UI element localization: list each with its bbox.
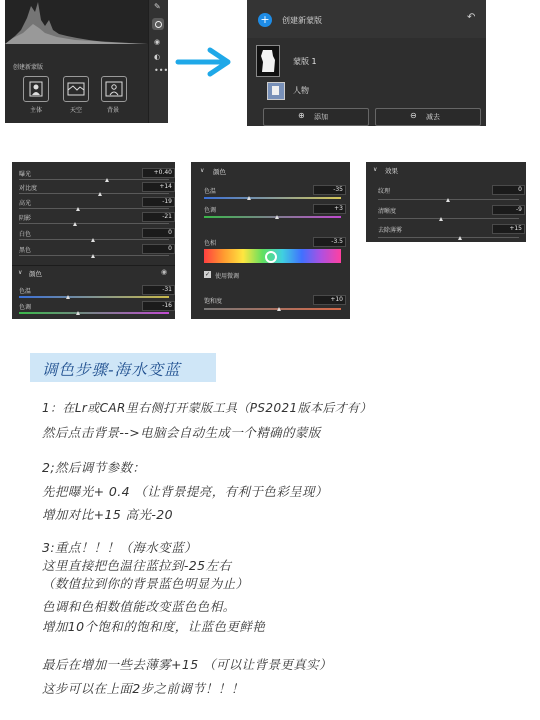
saturation-value[interactable]: +10 (313, 295, 346, 305)
whites-thumb[interactable] (91, 238, 95, 242)
step4-line2: 这步可以在上面2步之前调节！！！ (42, 681, 244, 696)
brush-icon[interactable]: ✎ (154, 2, 161, 11)
contrast-thumb[interactable] (98, 192, 102, 196)
contrast-track[interactable] (19, 193, 169, 194)
tint-track[interactable] (204, 216, 341, 218)
basic-adjust-panel (12, 162, 175, 319)
step3-line2: 这里直接把色温往蓝拉到-25左右 (42, 558, 232, 573)
subject-label: 主体 (30, 107, 43, 114)
temp-thumb[interactable] (66, 295, 70, 299)
texture-value[interactable]: 0 (492, 185, 525, 195)
tint-track[interactable] (19, 312, 169, 314)
add-button[interactable] (263, 108, 369, 126)
top-left-panel (5, 0, 167, 123)
tint-thumb[interactable] (275, 215, 279, 219)
mask-thumbnail[interactable] (256, 45, 280, 77)
undo-icon[interactable]: ↶ (467, 12, 476, 23)
eye-icon[interactable]: ◉ (154, 38, 161, 46)
sky-mask-button[interactable] (63, 76, 89, 102)
blacks-value[interactable]: 0 (142, 244, 175, 254)
saturation-thumb[interactable] (277, 307, 281, 311)
contrast-label: 对比度 (19, 185, 38, 192)
create-mask-label: 创建新蒙版 (282, 16, 322, 25)
panel-divider (12, 265, 175, 266)
exposure-thumb[interactable] (105, 178, 109, 182)
blacks-thumb[interactable] (91, 254, 95, 258)
clarity-thumb[interactable] (439, 217, 443, 221)
tint-value[interactable]: -16 (142, 301, 175, 311)
step3-line4: 色调和色相数值能改变蓝色色相。 (42, 599, 236, 614)
sky-icon (64, 77, 88, 101)
effects-section-title: 效果 (385, 167, 398, 175)
tool-strip (148, 0, 168, 123)
layer-name[interactable]: 人物 (293, 86, 309, 95)
saturation-track[interactable] (204, 308, 341, 310)
dehaze-thumb[interactable] (458, 236, 462, 240)
subtract-label: 减去 (426, 113, 440, 121)
add-icon: ⊕ (298, 111, 305, 120)
step3-line5: 增加10个饱和的饱和度，让蓝色更鲜艳 (42, 619, 266, 634)
texture-label: 纹理 (378, 188, 391, 195)
contrast-value[interactable]: +14 (142, 182, 175, 192)
clarity-track[interactable] (378, 218, 519, 219)
histogram (5, 0, 148, 44)
background-mask-button[interactable] (101, 76, 127, 102)
more-icon[interactable]: ••• (154, 66, 169, 75)
add-mask-button[interactable]: + (258, 13, 272, 27)
temp-thumb[interactable] (247, 196, 251, 200)
highlights-label: 高光 (19, 200, 32, 207)
page-title: 调色步骤-海水变蓝 (42, 361, 181, 379)
whites-label: 白色 (19, 231, 32, 238)
shadows-value[interactable]: -21 (142, 212, 175, 222)
subtract-icon: ⊖ (410, 111, 417, 120)
sky-label: 天空 (70, 107, 83, 114)
texture-thumb[interactable] (446, 198, 450, 202)
temp-label: 色温 (19, 288, 32, 295)
chevron-down-icon[interactable]: ∨ (373, 166, 378, 173)
color-detail-panel (191, 162, 350, 319)
temp-track[interactable] (204, 197, 341, 199)
saturation-label: 饱和度 (204, 298, 223, 305)
effects-icon[interactable]: ◐ (154, 53, 161, 61)
color-section-label: 颜色 (29, 270, 42, 278)
tint-value[interactable]: +3 (313, 204, 346, 214)
background-label: 背景 (107, 107, 120, 114)
top-right-panel (247, 0, 486, 126)
chevron-down-icon[interactable]: ∨ (200, 167, 205, 174)
blacks-label: 黑色 (19, 247, 32, 254)
fine-adjust-label: 使用微调 (215, 273, 240, 280)
fine-adjust-checkbox[interactable]: ✓ (204, 271, 211, 278)
hue-label: 色相 (204, 240, 217, 247)
mask-section-label: 创建新蒙版 (13, 64, 44, 71)
create-mask-header (247, 0, 486, 38)
step2-line1: 2;然后调节参数： (42, 460, 146, 475)
histogram-graph (5, 0, 148, 44)
layer-thumbnail[interactable] (267, 82, 285, 100)
step2-line2: 先把曝光+ 0.4 （让背景提亮，有利于色彩呈现） (42, 484, 328, 499)
eyedropper-icon[interactable]: ◉ (161, 268, 168, 276)
clarity-label: 清晰度 (378, 208, 397, 215)
step3-line3: （数值拉到你的背景蓝色明显为止） (42, 576, 249, 591)
highlights-track[interactable] (19, 208, 169, 209)
step3-line1: 3:重点！！！（海水变蓝） (42, 540, 197, 555)
exposure-label: 曝光 (19, 171, 32, 178)
subject-icon (24, 77, 48, 101)
highlights-value[interactable]: -19 (142, 197, 175, 207)
step4-line1: 最后在增加一些去薄雾+15 （可以让背景更真实） (42, 657, 332, 672)
mask-silhouette (257, 46, 279, 76)
chevron-down-icon[interactable]: ∨ (18, 269, 23, 276)
hue-handle[interactable] (265, 251, 277, 263)
temp-track[interactable] (19, 296, 169, 298)
temp-value[interactable]: -31 (142, 285, 175, 295)
tint-label: 色调 (19, 304, 32, 311)
arrow-right-icon (172, 44, 236, 80)
step2-line3: 增加对比+15 高光-20 (42, 507, 173, 522)
temp-label: 色温 (204, 188, 217, 195)
mask-name[interactable]: 蒙版 1 (293, 57, 317, 66)
effects-panel (366, 162, 526, 242)
clarity-value[interactable]: -9 (492, 205, 525, 215)
highlights-thumb[interactable] (76, 207, 80, 211)
subject-mask-button[interactable] (23, 76, 49, 102)
temp-value[interactable]: -35 (313, 185, 346, 195)
shadows-thumb[interactable] (73, 222, 77, 226)
step1-line2: 然后点击背景-->电脑会自动生成一个精确的蒙版 (42, 425, 321, 440)
step1-line1: 1：在Lr或CAR里右侧打开蒙版工具（PS2021版本后才有） (42, 401, 372, 415)
hue-value[interactable]: -3.5 (313, 237, 346, 247)
dehaze-track[interactable] (378, 237, 519, 238)
exposure-value[interactable]: +0.40 (142, 168, 175, 178)
subtract-button[interactable] (375, 108, 481, 126)
color-section-title: 颜色 (213, 168, 226, 176)
mask-tool-icon[interactable] (152, 18, 164, 30)
dehaze-value[interactable]: +15 (492, 224, 525, 234)
shadows-track[interactable] (19, 223, 169, 224)
background-icon (102, 77, 126, 101)
tint-label: 色调 (204, 207, 217, 214)
tint-thumb[interactable] (76, 311, 80, 315)
shadows-label: 阴影 (19, 215, 32, 222)
exposure-track[interactable] (19, 179, 169, 180)
whites-value[interactable]: 0 (142, 228, 175, 238)
dehaze-label: 去除薄雾 (378, 227, 403, 234)
add-label: 添加 (314, 113, 328, 121)
